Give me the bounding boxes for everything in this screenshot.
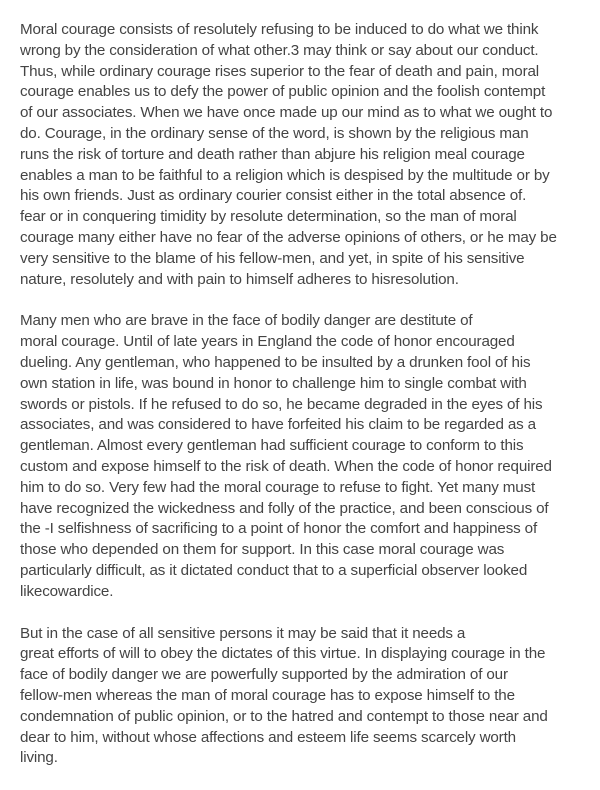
text-line: nature, resolutely and with pain to himself adheres to hisresolution. xyxy=(20,270,459,288)
paragraph-1 xyxy=(20,20,595,290)
text-line: runs the risk of torture and death rather than abjure his religion meal courage xyxy=(20,145,525,163)
text-line: fellow-men whereas the man of moral courage has to expose himself to the xyxy=(20,686,515,704)
text-line: do. Courage, in the ordinary sense of the word, is shown by the religious man xyxy=(20,124,529,142)
text-line: Moral courage consists of resolutely refusing to be induced to do what we think xyxy=(20,21,539,38)
text-line: him to do so. Very few had the moral courage to refuse to fight. Yet many must xyxy=(20,478,536,496)
text-line: of our associates. When we have once made up our mind as to what we ought to xyxy=(20,104,553,122)
text-line: Many men who are brave in the face of bodily danger are destitute of xyxy=(20,312,473,330)
text-line: own station in life, was bound in honor to challenge him to single combat with xyxy=(20,374,527,392)
text-line: courage many either have no fear of the adverse opinions of others, or he may be xyxy=(20,228,557,246)
text-line: But in the case of all sensitive persons it may be said that it needs a xyxy=(20,624,466,642)
text-line: his own friends. Just as ordinary courier consist either in the total absence of. xyxy=(20,187,527,205)
paragraph-2 xyxy=(20,311,595,602)
text-line: swords or pistols. If he refused to do so, he became degraded in the eyes of his xyxy=(20,395,543,413)
text-line: gentleman. Almost every gentleman had sufficient courage to conform to this xyxy=(20,437,524,455)
document-body xyxy=(20,20,595,790)
text-line: condemnation of public opinion, or to the hatred and contempt to those near and xyxy=(20,707,548,725)
text-line: very sensitive to the blame of his fellow-men, and yet, in spite of his sensitive xyxy=(20,249,525,267)
text-line: those who depended on them for support. In this case moral courage was xyxy=(20,541,505,559)
text-line: dueling. Any gentleman, who happened to be insulted by a drunken fool of his xyxy=(20,353,531,371)
text-line: great efforts of will to obey the dictates of this virtue. In displaying courage in the xyxy=(20,645,546,663)
text-line: moral courage. Until of late years in England the code of honor encouraged xyxy=(20,333,515,351)
text-line: enables a man to be faithful to a religion which is despised by the multitude or by xyxy=(20,166,550,184)
text-line: living. xyxy=(20,749,58,767)
text-line: likecowardice. xyxy=(20,582,114,600)
paragraph-3 xyxy=(20,624,595,770)
text-line: custom and expose himself to the risk of death. When the code of honor required xyxy=(20,457,552,475)
text-line: Thus, while ordinary courage rises superior to the fear of death and pain, moral xyxy=(20,62,540,80)
text-line: have recognized the wickedness and folly of the practice, and been conscious of xyxy=(20,499,549,517)
text-line: wrong by the consideration of what other.3 may think or say about our conduct. xyxy=(20,41,539,59)
text-line: particularly difficult, as it dictated conduct that to a superficial observer looked xyxy=(20,561,528,579)
text-line: associates, and was considered to have forfeited his claim to be regarded as a xyxy=(20,416,536,434)
text-line: the -I selfishness of sacrificing to a point of honor the comfort and happiness of xyxy=(20,520,538,538)
text-line: dear to him, without whose affections and esteem life seems scarcely worth xyxy=(20,728,516,746)
text-line: courage enables us to defy the power of public opinion and the foolish contempt xyxy=(20,83,546,101)
text-line: face of bodily danger we are powerfully supported by the admiration of our xyxy=(20,666,508,684)
text-line: fear or in conquering timidity by resolute determination, so the man of moral xyxy=(20,208,517,226)
